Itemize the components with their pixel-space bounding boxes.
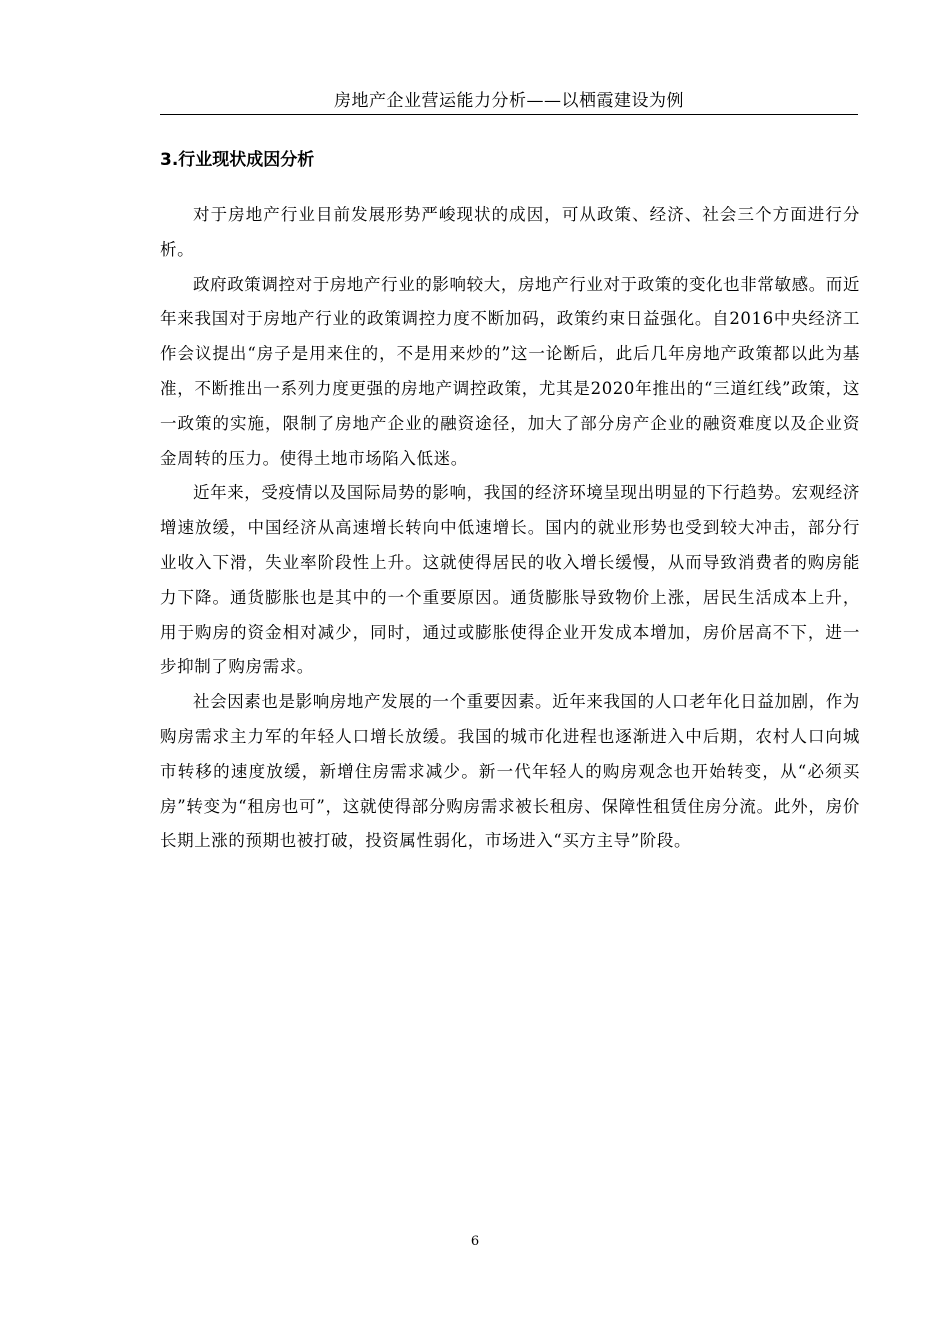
section-heading: 3.行业现状成因分析 [160, 150, 315, 170]
paragraph-economy: 近年来，受疫情以及国际局势的影响，我国的经济环境呈现出明显的下行趋势。宏观经济增速放缓，中国经济从高速增长转向中低速增长。国内的就业形势也受到较大冲击，部分行业收入下滑，失业率阶段性上升。这就使得居民的收入增长缓慢，从而导致消费者的购房能力下降。通货膨胀也是其中的一个重要原因。通货膨胀导致物价上涨，居民生活成本上升，用于购房的资金相对减少，同时，通过或膨胀使得企业开发成本增加，房价居高不下，进一步抑制了购房需求。 [160, 483, 860, 677]
page-number: 6 [470, 1234, 480, 1249]
paragraph-causes-intro: 对于房地产行业目前发展形势严峻现状的成因，可从政策、经济、社会三个方面进行分析。 [160, 205, 860, 259]
running-header: 房地产企业营运能力分析——以栖霞建设为例 [334, 91, 684, 111]
paragraph-policy: 政府政策调控对于房地产行业的影响较大，房地产行业对于政策的变化也非常敏感。而近年来我国对于房地产行业的政策调控力度不断加码，政策约束日益强化。自2016中央经济工作会议提出“房子是用来住的，不是用来炒的”这一论断后，此后几年房地产政策都以此为基准，不断推出一系列力度更强的房地产调控政策，尤其是2020年推出的“三道红线”政策，这一政策的实施，限制了房地产企业的融资途径，加大了部分房产企业的融资难度以及企业资金周转的压力。使得土地市场陷入低迷。 [160, 274, 860, 468]
paragraph-society: 社会因素也是影响房地产发展的一个重要因素。近年来我国的人口老年化日益加剧，作为购房需求主力军的年轻人口增长放缓。我国的城市化进程也逐渐进入中后期，农村人口向城市转移的速度放缓，新增住房需求减少。新一代年轻人的购房观念也开始转变，从“必须买房”转变为“租房也可”，这就使得部分购房需求被长租房、保障性租赁住房分流。此外，房价长期上涨的预期也被打破，投资属性弱化，市场进入“买方主导”阶段。 [160, 692, 860, 851]
header-divider [160, 114, 858, 115]
body-text [160, 198, 860, 859]
